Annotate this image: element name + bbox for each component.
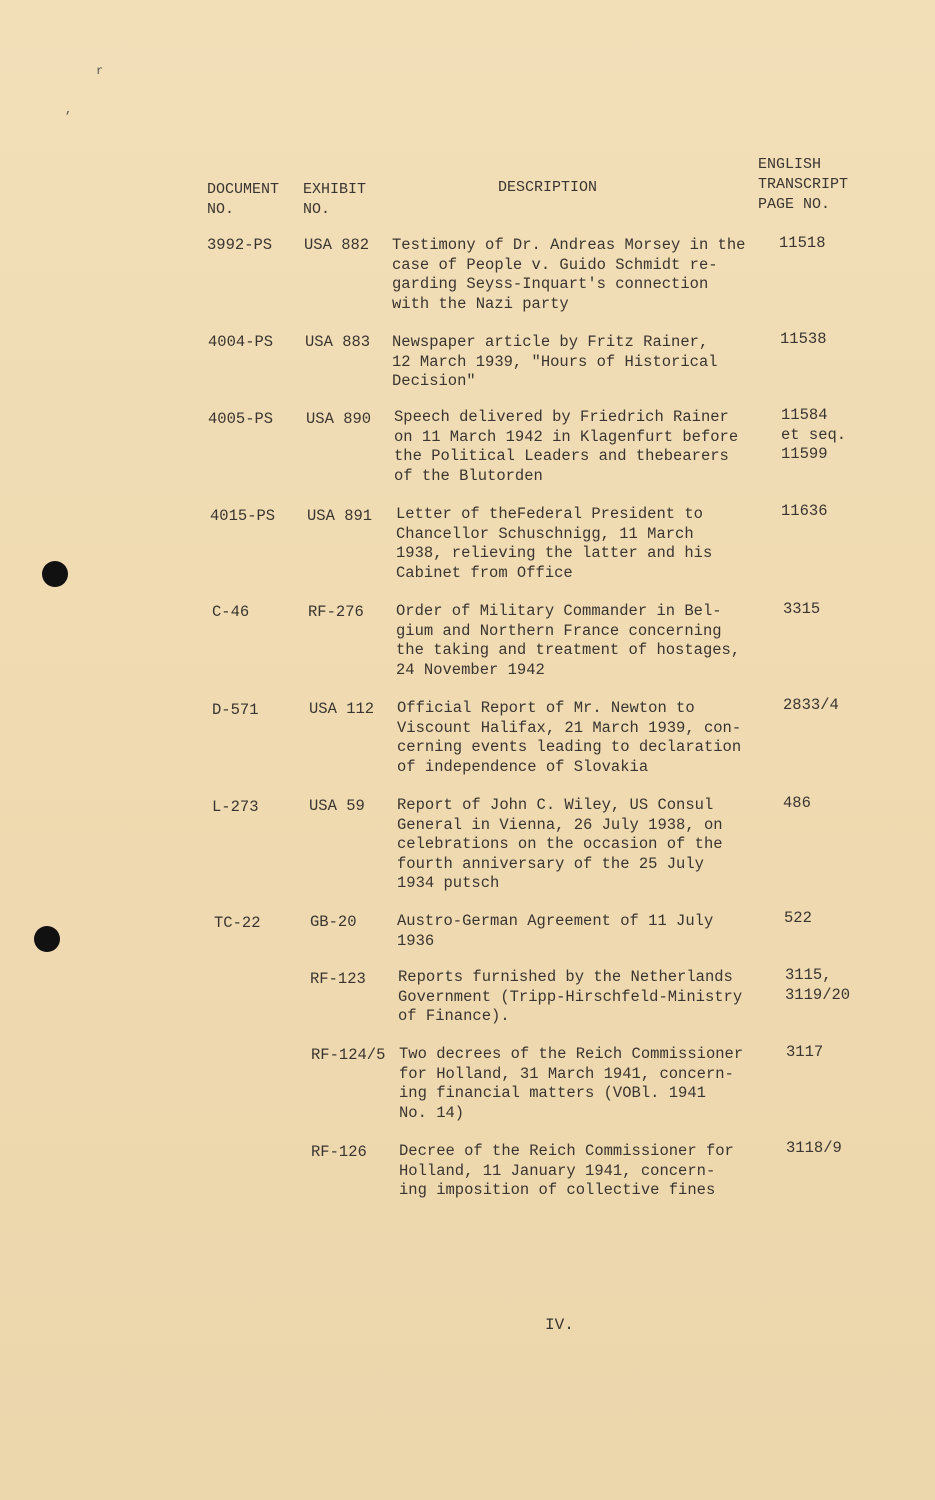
row-description: Letter of theFederal President to Chancellor Schuschnigg, 11 March 1938, relieving the latter and his Cabinet from Office xyxy=(396,505,713,582)
row-exhibit-no: USA 891 xyxy=(307,507,373,525)
row-exhibit-no: USA 59 xyxy=(309,797,365,815)
row-description: Two decrees of the Reich Commissioner for Holland, 31 March 1941, concern- ing financial matters (VOBl. 1941 No. 14) xyxy=(399,1045,744,1122)
row-document-no: 4015-PS xyxy=(210,507,276,525)
row-description: Speech delivered by Friedrich Rainer on 11 March 1942 in Klagenfurt before the Political Leaders and thebearers of the Blutorden xyxy=(394,408,739,485)
row-document-no: 3992-PS xyxy=(207,236,273,254)
row-description: Decree of the Reich Commissioner for Holland, 11 January 1941, concern- ing imposition of collective fines xyxy=(399,1142,734,1200)
row-document-no: L-273 xyxy=(212,798,259,816)
row-exhibit-no: USA 890 xyxy=(306,410,372,428)
row-exhibit-no: USA 883 xyxy=(305,333,371,351)
row-exhibit-no: USA 112 xyxy=(309,700,375,718)
row-transcript-page: 3117 xyxy=(786,1043,824,1061)
header-document-no: DOCUMENT NO. xyxy=(207,181,280,218)
header-transcript-page: ENGLISH TRANSCRIPT PAGE NO. xyxy=(758,156,849,213)
row-document-no: 4004-PS xyxy=(208,333,274,351)
row-document-no: C-46 xyxy=(212,603,250,621)
row-transcript-page: 3118/9 xyxy=(786,1139,842,1157)
row-description: Newspaper article by Fritz Rainer, 12 March 1939, "Hours of Historical Decision" xyxy=(392,333,718,391)
header-description: DESCRIPTION xyxy=(498,179,598,196)
row-description: Report of John C. Wiley, US Consul General in Vienna, 26 July 1938, on celebrations on the occasion of the fourth anniversary of the 25 July 1934 putsch xyxy=(397,796,723,893)
row-transcript-page: 3315 xyxy=(783,600,821,618)
row-exhibit-no: RF-124/5 xyxy=(311,1046,386,1064)
row-document-no: TC-22 xyxy=(214,914,261,932)
page-number: IV. xyxy=(545,1316,574,1334)
header-exhibit-no: EXHIBIT NO. xyxy=(303,181,367,218)
row-exhibit-no: GB-20 xyxy=(310,913,357,931)
row-transcript-page: 11584 et seq. 11599 xyxy=(781,406,847,464)
row-transcript-page: 11636 xyxy=(781,502,828,520)
row-transcript-page: 3115, 3119/20 xyxy=(785,966,851,1004)
row-description: Reports furnished by the Netherlands Government (Tripp-Hirschfeld-Ministry of Finance). xyxy=(398,968,743,1026)
row-transcript-page: 11518 xyxy=(779,234,826,252)
row-transcript-page: 522 xyxy=(784,909,812,927)
row-document-no: D-571 xyxy=(212,701,259,719)
paper-speck: , xyxy=(65,103,73,117)
row-transcript-page: 11538 xyxy=(780,330,827,348)
row-exhibit-no: RF-276 xyxy=(308,603,364,621)
row-description: Order of Military Commander in Bel- gium and Northern France concerning the taking and treatment of hostages, 24 November 1942 xyxy=(396,602,741,679)
row-exhibit-no: RF-126 xyxy=(311,1143,367,1161)
row-description: Official Report of Mr. Newton to Viscount Halifax, 21 March 1939, con- cerning events leading to declaration of independence of Slovakia xyxy=(397,699,742,776)
row-transcript-page: 2833/4 xyxy=(783,696,839,714)
row-transcript-page: 486 xyxy=(783,794,811,812)
paper-speck: r xyxy=(96,64,104,78)
row-description: Austro-German Agreement of 11 July 1936 xyxy=(397,912,714,950)
punch-hole xyxy=(42,561,68,587)
row-exhibit-no: USA 882 xyxy=(304,236,370,254)
row-description: Testimony of Dr. Andreas Morsey in the case of People v. Guido Schmidt re- garding Seyss-Inquart's connection with the Nazi party xyxy=(392,236,746,313)
punch-hole xyxy=(34,926,60,952)
row-exhibit-no: RF-123 xyxy=(310,970,366,988)
row-document-no: 4005-PS xyxy=(208,410,274,428)
